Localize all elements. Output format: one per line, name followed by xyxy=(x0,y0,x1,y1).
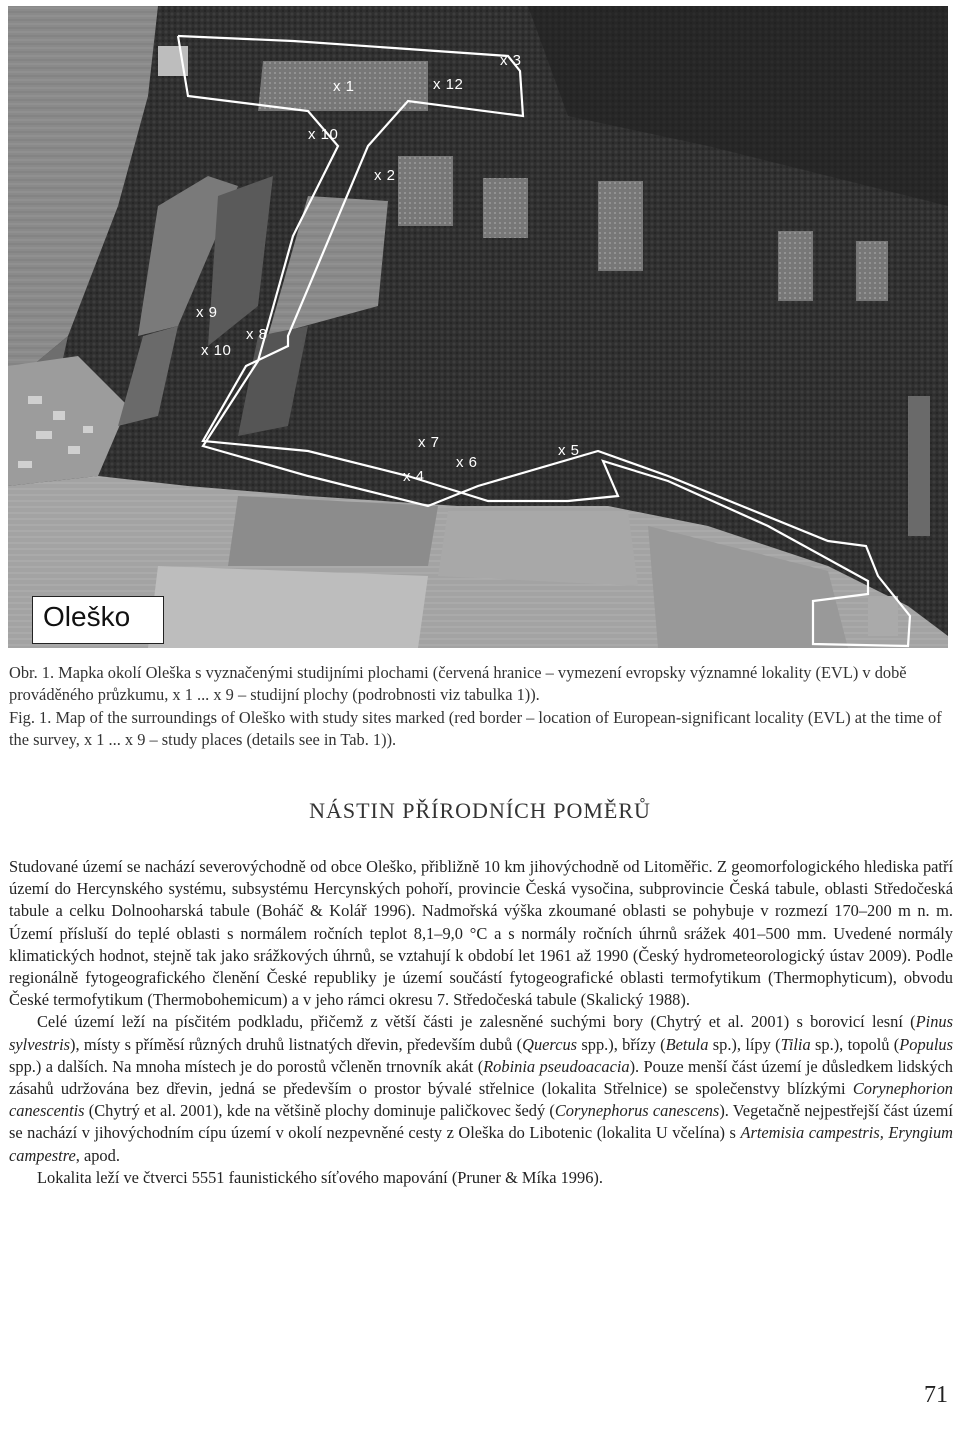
p2-text: sp.), lípy ( xyxy=(708,1034,781,1054)
species-name: Corynephorus canescens xyxy=(554,1101,720,1121)
place-name-box xyxy=(32,596,164,644)
section-heading: NÁSTIN PŘÍRODNÍCH POMĚRŮ xyxy=(309,798,651,823)
p2-text: , apod. xyxy=(75,1145,120,1165)
p2-text: ). Vegetačně nejpestřejší část území se nachází v jihovýchodním cípu území v okolí nezpevněné cesty z Oleška do Libotenic (lokalita U včelína) s xyxy=(9,1101,953,1143)
site-label-x10-bottom: x 10 xyxy=(201,342,232,359)
site-label-x6: x 6 xyxy=(456,454,478,471)
species-name: Tilia xyxy=(780,1034,811,1054)
site-label-x8: x 8 xyxy=(246,326,268,343)
body-text xyxy=(9,856,953,1189)
p2-text: ). Pouze menší část území je důsledkem lidských zásahů udržována bez dřevin, jedná se především o prostor bývalé střelnice (lokalita Střelnice) se společenstvy blízkými xyxy=(9,1056,954,1099)
place-name: Oleško xyxy=(43,601,131,632)
species-name: Pinus sylvestris xyxy=(9,1012,953,1054)
species-name: Artemisia campestris, Eryngium campestre xyxy=(9,1123,953,1165)
site-label-x10-top: x 10 xyxy=(308,126,339,143)
species-name: Quercus xyxy=(522,1034,578,1054)
p2-text: Celé území leží na písčitém podkladu, přičemž z větší části je zalesněné suchými bory (Chytrý et al. 2001) s borovicí lesní ( xyxy=(37,1012,916,1032)
species-name: Corynephorion canescentis xyxy=(9,1079,953,1121)
figure-caption-en: Fig. 1. Map of the surroundings of Oleško with study sites marked (red border – location of European-significant locality (EVL) at the time of the survey, x 1 ... x 9 – study places (details see in Tab. 1)). xyxy=(9,708,942,749)
site-label-x3: x 3 xyxy=(500,52,522,69)
paragraph-2 xyxy=(9,1011,953,1166)
species-name: Robinia pseudoacacia xyxy=(483,1056,630,1076)
species-name: Betula xyxy=(665,1034,709,1054)
site-label-x5: x 5 xyxy=(558,442,580,459)
p2-text: (Chytrý et al. 2001), kde na většině plochy dominuje paličkovec šedý ( xyxy=(84,1101,555,1121)
site-label-x1: x 1 xyxy=(333,78,355,95)
paragraph-3: Lokalita leží ve čtverci 5551 faunistického síťového mapování (Pruner & Míka 1996). xyxy=(37,1167,603,1187)
site-label-x4: x 4 xyxy=(403,468,425,485)
p2-text: spp.) a dalších. Na mnoha místech je do porostů včleněn trnovník akát ( xyxy=(9,1056,484,1076)
species-name: Populus xyxy=(899,1034,953,1054)
page-number: 71 xyxy=(924,1382,948,1408)
p2-text: ), místy s příměsí různých druhů listnatých dřevin, především dubů ( xyxy=(70,1034,523,1054)
figure-caption-cz: Obr. 1. Mapka okolí Oleška s vyznačenými studijními plochami (červená hranice – vymezení evropsky významné lokality (EVL) v době prováděného průzkumu, x 1 ... x 9 – studijní plochy (podrobnosti viz tabulka 1)). xyxy=(9,663,907,704)
p2-text: sp.), topolů ( xyxy=(810,1034,900,1054)
aerial-photo xyxy=(8,6,948,648)
aerial-map-figure xyxy=(8,6,948,648)
p2-text: spp.), břízy ( xyxy=(577,1034,666,1054)
site-label-x7: x 7 xyxy=(418,434,440,451)
paragraph-1: Studované území se nachází severovýchodně od obce Oleško, přibližně 10 km jihovýchodně od Litoměřic. Z geomorfologického hlediska patří území do Hercynského systému, subsystému Hercynských pohoří, provincie Česká vysočina, subprovincie Česká tabule, oblasti Středočeská tabule a celku Dolnooharská tabule (Boháč & Kolář 1996). Nadmořská výška zkoumané oblasti se pohybuje v rozmezí 170–200 m n. m. Území přísluší do teplé oblasti s normálem ročních teplot 8,1–9,0 °C a s normály ročních úhrnů srážek 401–500 mm. Uvedené normály klimatických hodnot, stejně tak jako srážkových úhrnů, se vztahují k období let 1961 až 1990 (Český hydrometeorologický ústav 2009). Podle regionálně fytogeografického členění České republiky je území součástí fytogeografické oblasti termofytikum (Thermophyticum), obvodu České termofytikum (Thermobohemicum) a v jeho rámci okresu 7. Středočeská tabule (Skalický 1988). xyxy=(9,857,953,1010)
site-label-x9: x 9 xyxy=(196,304,218,321)
site-label-x2: x 2 xyxy=(374,167,396,184)
site-label-x12: x 12 xyxy=(433,76,464,93)
